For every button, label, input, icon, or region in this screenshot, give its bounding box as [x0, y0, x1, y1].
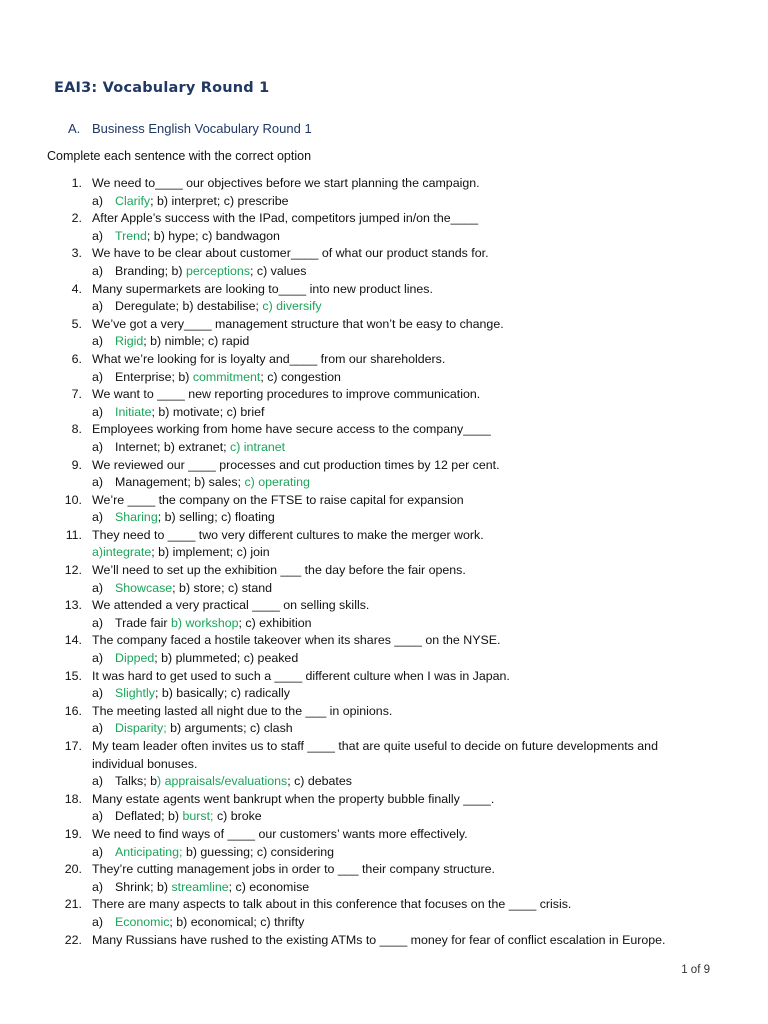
answer-line: [0, 580, 768, 598]
answer-line: [0, 228, 768, 246]
question-item: [0, 492, 768, 527]
question-line: [0, 175, 712, 193]
section-letter: A.: [68, 121, 81, 136]
correct-answer: Anticipating;: [115, 844, 183, 859]
question-item: [0, 457, 768, 492]
answer-line: [0, 509, 768, 527]
answer-line: [0, 615, 768, 633]
question-number: 18.: [64, 791, 82, 806]
correct-answer: Rigid: [115, 334, 144, 349]
correct-answer: streamline: [171, 879, 229, 894]
question-line: [0, 703, 712, 721]
question-item: [0, 668, 768, 703]
question-number: 11.: [65, 527, 82, 542]
correct-answer: c) operating: [244, 475, 310, 490]
question-line: [0, 421, 712, 439]
answer-label: a): [92, 510, 104, 525]
question-text: What we’re looking for is loyalty and____ from our shareholders.: [92, 351, 446, 366]
answer-option-text: ; b) motivate; c) brief: [151, 404, 265, 419]
answer-option-text: ; c) exhibition: [238, 615, 312, 630]
answer-label: a): [92, 369, 104, 384]
answer-option-text: ; b) interpret; c) prescribe: [150, 193, 289, 208]
section-heading-text: Business English Vocabulary Round 1: [92, 121, 312, 136]
correct-answer: perceptions: [185, 263, 251, 278]
answer-label: a): [92, 721, 104, 736]
question-line: [0, 351, 712, 369]
answer-option-text: ; b) economical; c) thrifty: [169, 914, 305, 929]
question-line: [0, 527, 712, 545]
question-text: They need to ____ two very different cultures to make the merger work.: [92, 527, 484, 542]
question-item: [0, 562, 768, 597]
answer-label: a): [92, 844, 104, 859]
question-line: [0, 861, 712, 879]
question-number: 5.: [71, 316, 82, 331]
answer-option-text: Shrink; b): [115, 879, 172, 894]
answer-label: a): [92, 263, 104, 278]
correct-answer: a)integrate: [92, 545, 152, 560]
answer-option-text: ; c) economise: [228, 879, 310, 894]
answer-option-text: Trade fair: [115, 615, 172, 630]
answer-option-text: ; b) implement; c) join: [151, 545, 270, 560]
answer-label: a): [92, 475, 104, 490]
answer-line: [0, 720, 768, 738]
question-item: [0, 597, 768, 632]
answer-line: [0, 914, 768, 932]
correct-answer: b) workshop: [171, 615, 239, 630]
answer-option-text: ; b) basically; c) radically: [154, 686, 290, 701]
question-line: [0, 316, 712, 334]
correct-answer: commitment: [192, 369, 261, 384]
answer-option-text: Management; b) sales;: [115, 475, 245, 490]
question-line: [0, 632, 712, 650]
answer-label: a): [92, 334, 104, 349]
question-item: [0, 932, 768, 950]
question-line: [0, 210, 712, 228]
question-item: [0, 245, 768, 280]
correct-answer: c) intranet: [230, 439, 286, 454]
question-text: We reviewed our ____ processes and cut production times by 12 per cent.: [92, 457, 500, 472]
answer-label: a): [92, 580, 104, 595]
question-item: [0, 316, 768, 351]
question-number: 4.: [71, 281, 82, 296]
answer-label: a): [92, 914, 104, 929]
question-text: My team leader often invites us to staff ____ that are quite useful to decide on future developments and individual bonuses.: [92, 739, 658, 771]
answer-option-text: Deflated; b): [115, 809, 183, 824]
question-line: [0, 562, 712, 580]
question-list: [0, 175, 768, 949]
question-text: Many estate agents went bankrupt when the property bubble finally ____.: [92, 791, 495, 806]
answer-line: [0, 263, 768, 281]
question-item: [0, 826, 768, 861]
answer-line: [0, 685, 768, 703]
answer-label: a): [92, 228, 104, 243]
question-number: 14.: [64, 633, 82, 648]
question-line: [0, 457, 712, 475]
correct-answer: Dipped: [115, 651, 155, 666]
correct-answer: c) diversify: [262, 299, 322, 314]
instruction-text: Complete each sentence with the correct option: [47, 149, 312, 163]
answer-line: [0, 650, 768, 668]
answer-option-text: Talks; b: [115, 774, 158, 789]
answer-line: [0, 439, 768, 457]
question-number: 20.: [64, 862, 82, 877]
question-text: We need to find ways of ____ our customers’ wants more effectively.: [92, 826, 468, 841]
answer-option-text: b) arguments; c) clash: [166, 721, 293, 736]
answer-option-text: Branding; b): [115, 263, 186, 278]
question-text: We want to ____ new reporting procedures to improve communication.: [92, 387, 481, 402]
question-text: We’ve got a very____ management structure that won’t be easy to change.: [92, 316, 504, 331]
question-number: 2.: [71, 211, 82, 226]
correct-answer: Initiate: [115, 404, 152, 419]
question-line: [0, 597, 712, 615]
page-indicator: 1 of 9: [681, 964, 710, 976]
answer-option-text: ; b) nimble; c) rapid: [143, 334, 250, 349]
question-number: 8.: [71, 422, 82, 437]
question-text: We need to____ our objectives before we start planning the campaign.: [92, 176, 480, 190]
answer-label: a): [92, 651, 104, 666]
question-line: [0, 668, 712, 686]
answer-line: [0, 404, 768, 422]
answer-option-text: ; c) debates: [287, 774, 352, 789]
answer-line: [0, 333, 768, 351]
question-number: 19.: [64, 826, 82, 841]
correct-answer: Sharing: [115, 510, 158, 525]
answer-option-text: ; c) values: [250, 263, 307, 278]
question-text: We have to be clear about customer____ of what our product stands for.: [92, 246, 489, 261]
question-number: 12.: [64, 563, 82, 578]
answer-line: [0, 369, 768, 387]
question-item: [0, 210, 768, 245]
question-number: 10.: [64, 492, 82, 507]
question-item: [0, 351, 768, 386]
answer-option-text: b) guessing; c) considering: [182, 844, 335, 859]
question-number: 22.: [64, 932, 82, 947]
answer-line: [0, 844, 768, 862]
answer-line: [0, 773, 768, 791]
answer-option-text: Enterprise; b): [115, 369, 193, 384]
question-item: [0, 791, 768, 826]
question-item: [0, 421, 768, 456]
question-line: [0, 281, 712, 299]
section-heading: [68, 121, 312, 136]
question-number: 16.: [64, 703, 82, 718]
correct-answer: burst;: [182, 809, 214, 824]
answer-option-text: ; b) selling; c) floating: [157, 510, 275, 525]
question-line: [0, 826, 712, 844]
question-text: The meeting lasted all night due to the ___ in opinions.: [92, 703, 393, 718]
answer-line: [0, 808, 768, 826]
answer-line: [0, 193, 768, 211]
answer-option-text: Deregulate; b) destabilise;: [115, 299, 263, 314]
answer-line: [0, 298, 768, 316]
question-item: [0, 386, 768, 421]
question-line: [0, 386, 712, 404]
correct-answer: ) appraisals/evaluations: [157, 774, 288, 789]
question-text: Many supermarkets are looking to____ into new product lines.: [92, 281, 433, 296]
answer-line: [0, 544, 768, 562]
question-text: Many Russians have rushed to the existing ATMs to ____ money for fear of conflict escalation in Europe.: [92, 932, 666, 947]
question-number: 6.: [71, 351, 82, 366]
question-line: [0, 896, 712, 914]
question-item: [0, 703, 768, 738]
answer-option-text: c) broke: [213, 809, 262, 824]
question-text: The company faced a hostile takeover when its shares ____ on the NYSE.: [92, 633, 501, 648]
answer-label: a): [92, 404, 104, 419]
answer-label: a): [92, 299, 104, 314]
question-text: After Apple’s success with the IPad, competitors jumped in/on the____: [92, 211, 479, 226]
question-number: 7.: [71, 387, 82, 402]
question-text: We’ll need to set up the exhibition ___ the day before the fair opens.: [92, 563, 466, 578]
question-item: [0, 527, 768, 562]
answer-label: a): [92, 686, 104, 701]
question-item: [0, 896, 768, 931]
correct-answer: Economic: [115, 914, 170, 929]
question-number: 3.: [71, 246, 82, 261]
question-text: It was hard to get used to such a ____ different culture when I was in Japan.: [92, 668, 510, 683]
answer-label: a): [92, 809, 104, 824]
question-item: [0, 281, 768, 316]
question-line: [0, 791, 712, 809]
correct-answer: Showcase: [115, 580, 173, 595]
correct-answer: Disparity;: [115, 721, 167, 736]
question-text: We’re ____ the company on the FTSE to raise capital for expansion: [92, 492, 464, 507]
question-line: [0, 245, 712, 263]
answer-option-text: Internet; b) extranet;: [115, 439, 231, 454]
correct-answer: Trend: [115, 228, 147, 243]
question-number: 15.: [64, 668, 82, 683]
document-title: EAI3: Vocabulary Round 1: [54, 80, 270, 96]
answer-option-text: ; b) hype; c) bandwagon: [146, 228, 280, 243]
question-text: They’re cutting management jobs in order to ___ their company structure.: [92, 862, 495, 877]
question-number: 1.: [71, 176, 82, 190]
question-line: [0, 492, 712, 510]
question-number: 17.: [64, 739, 82, 753]
answer-line: [0, 474, 768, 492]
question-item: [0, 175, 768, 210]
answer-label: a): [92, 774, 104, 789]
question-number: 9.: [71, 457, 82, 472]
question-line: [0, 738, 712, 773]
answer-option-text: ; b) plummeted; c) peaked: [154, 651, 299, 666]
question-text: We attended a very practical ____ on selling skills.: [92, 598, 370, 613]
question-item: [0, 861, 768, 896]
question-line: [0, 932, 712, 950]
question-number: 13.: [64, 598, 82, 613]
answer-line: [0, 879, 768, 897]
answer-label: a): [92, 879, 104, 894]
answer-option-text: ; b) store; c) stand: [172, 580, 273, 595]
question-item: [0, 632, 768, 667]
question-item: [0, 738, 768, 791]
question-number: 21.: [64, 897, 82, 912]
correct-answer: Clarify: [115, 193, 151, 208]
answer-option-text: ; c) congestion: [260, 369, 341, 384]
answer-label: a): [92, 439, 104, 454]
answer-label: a): [92, 193, 104, 208]
correct-answer: Slightly: [115, 686, 155, 701]
answer-label: a): [92, 615, 104, 630]
question-text: Employees working from home have secure access to the company____: [92, 422, 491, 437]
question-text: There are many aspects to talk about in this conference that focuses on the ____ crisis.: [92, 897, 572, 912]
